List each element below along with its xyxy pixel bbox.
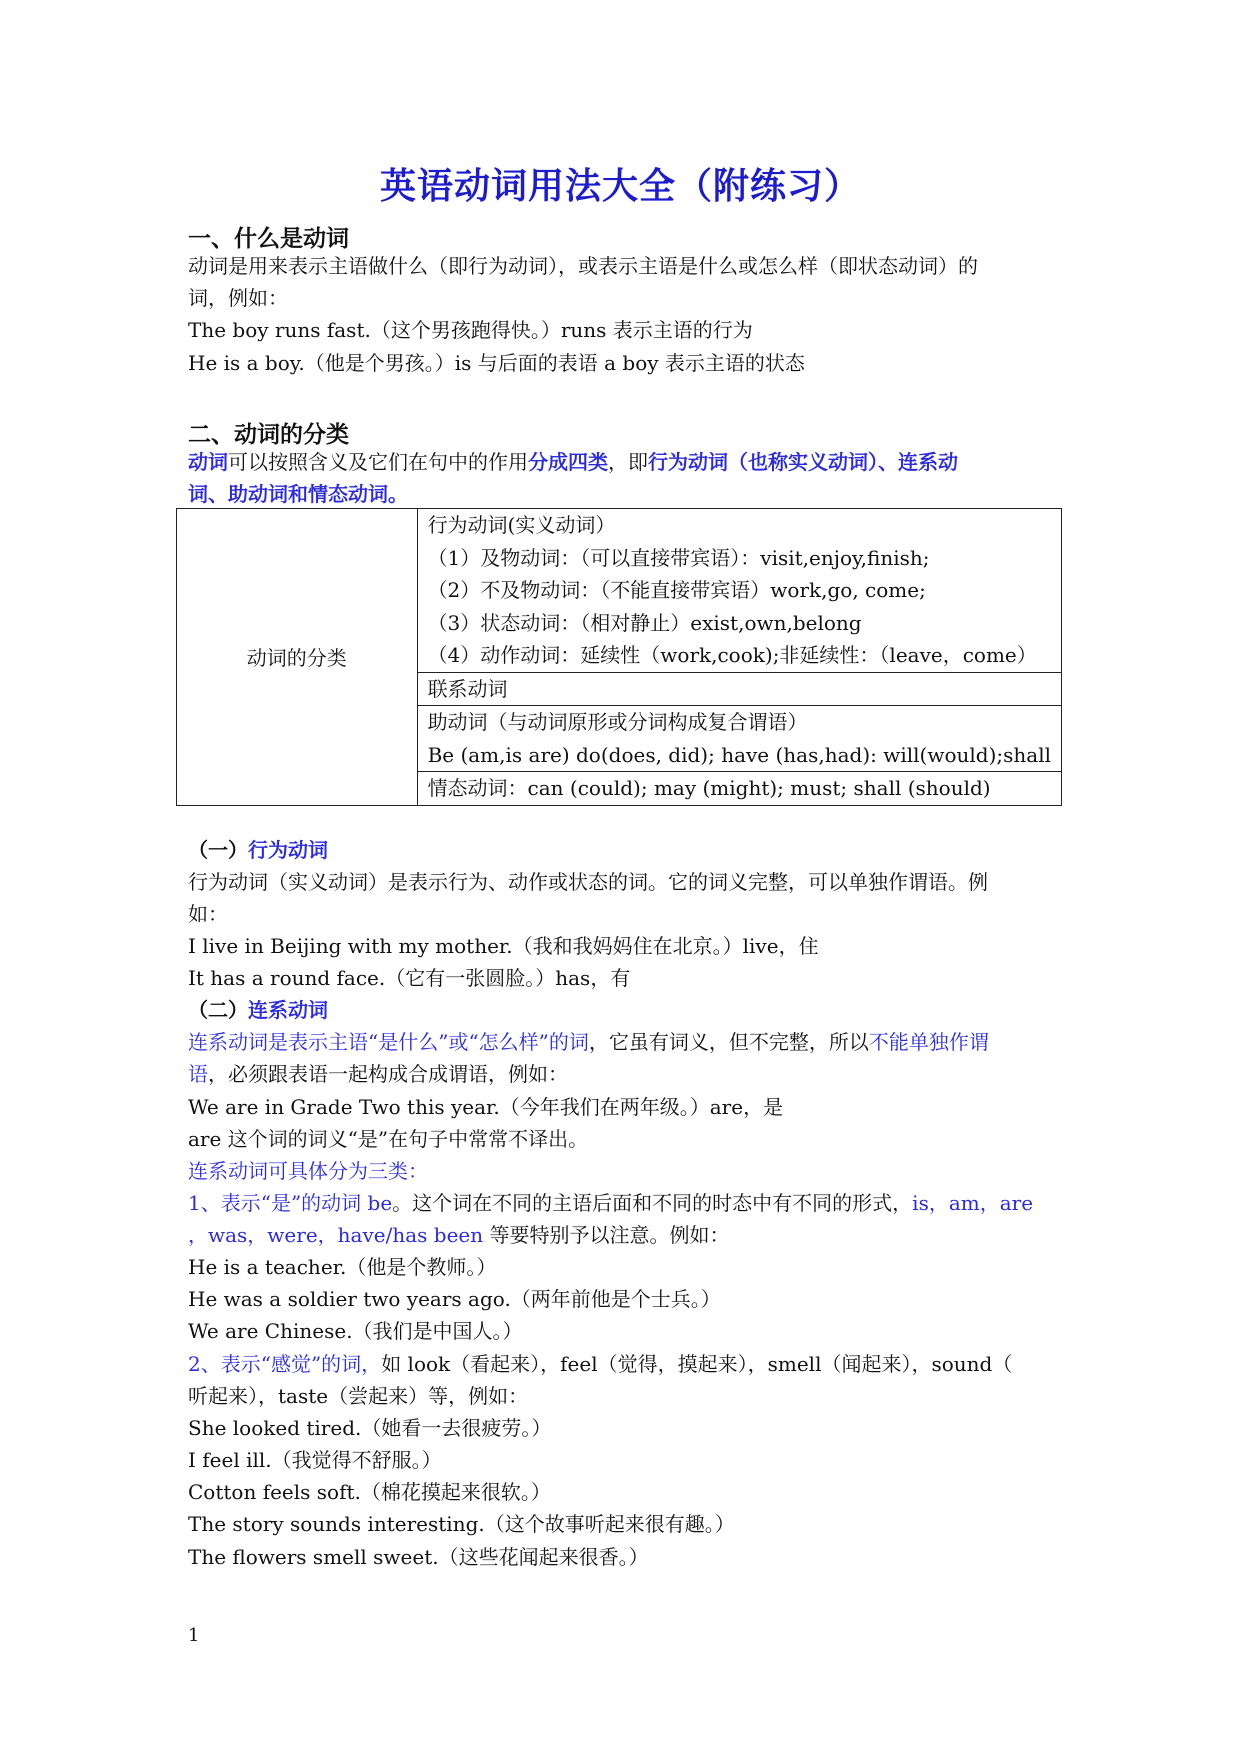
highlight-text: 2、表示“感觉”的词， [188,1352,382,1376]
example-line: He is a boy.（他是个男孩。）is 与后面的表语 a boy 表示主语的状态 [188,351,805,375]
type-2-line-2: 听起来），taste（尝起来）等，例如： [188,1384,529,1408]
example-line: She looked tired.（她看一去很疲劳。） [188,1416,552,1440]
highlight-text: 不能单独作谓 [868,1030,989,1054]
highlight-text: ，was，were，have/has been [188,1223,484,1247]
type-1-line [188,1191,1033,1215]
verb-classification-table [176,508,1062,806]
table-cell-linking-verbs [417,672,1061,706]
types-intro-line: 连系动词可具体分为三类： [188,1159,428,1183]
highlight-text: 1、表示“是”的动词 be [188,1191,393,1215]
plain-text: ，它虽有词义，但不完整，所以 [588,1030,869,1054]
classification-intro-line-2: 词、助动词和情态动词。 [188,482,408,506]
subsection-title: 连系动词 [248,998,328,1022]
table-cell-item: （2）不及物动词：（不能直接带宾语）work,go, come; [427,578,926,602]
example-line: It has a round face.（它有一张圆脸。）has，有 [188,966,631,990]
table-left-label: 动词的分类 [177,509,418,806]
example-line: The story sounds interesting.（这个故事听起来很有趣。） [188,1512,735,1536]
intro-highlight: 分成四类 [528,450,608,474]
intro-text: ，即 [608,450,648,474]
document-title: 英语动词用法大全（附练习） [379,165,861,207]
example-line: The flowers smell sweet.（这些花闻起来很香。） [188,1545,649,1569]
subsection-title: 行为动词 [248,838,328,862]
example-line: He is a teacher.（他是个教师。） [188,1255,497,1279]
table-cell-action-verbs [417,509,1061,673]
paragraph-line [188,1062,568,1086]
example-line: We are Chinese.（我们是中国人。） [188,1319,523,1343]
paragraph-line: 行为动词（实义动词）是表示行为、动作或状态的词。它的词义完整，可以单独作谓语。例 [188,870,988,894]
subsection-number: （二） [188,998,248,1022]
example-line: I feel ill.（我觉得不舒服。） [188,1448,442,1472]
type-2-line [188,1352,1012,1376]
intro-term: 动词 [188,450,228,474]
table-cell-item: （3）状态动词：（相对静止）exist,own,belong [427,610,862,635]
example-line: He was a soldier two years ago.（两年前他是个士兵。） [188,1287,721,1311]
paragraph-line: 动词是用来表示主语做什么（即行为动词），或表示主语是什么或怎么样（即状态动词）的 [188,254,978,278]
intro-highlight: 行为动词（也称实义动词）、连系动 [648,450,958,474]
example-line: are 这个词的词义“是”在句子中常常不译出。 [188,1127,589,1151]
page-number: 1 [188,1625,200,1646]
plain-text: 。这个词在不同的主语后面和不同的时态中有不同的形式， [392,1191,913,1215]
paragraph-line [188,1030,989,1054]
plain-text: ，必须跟表语一起构成合成谓语，例如： [208,1062,568,1086]
highlight-text: 语 [188,1062,208,1086]
example-line: The boy runs fast.（这个男孩跑得快。）runs 表示主语的行为 [188,318,753,342]
table-cell-title: 助动词（与动词原形或分词构成复合谓语） [427,710,808,734]
example-line: Cotton feels soft.（棉花摸起来很软。） [188,1480,551,1504]
section-heading-verb-classification: 二、动词的分类 [188,422,349,448]
table-cell-item: Be (am,is are) do(does, did); have (has,had): will(would);shall [427,742,1051,767]
highlight-text: 连系动词是表示主语“是什么”或“怎么样”的词 [188,1030,589,1054]
subsection-heading-action-verbs [188,838,328,862]
table-cell-title: 联系动词 [427,676,508,701]
plain-text: 如 look（看起来），feel（觉得，摸起来），smell（闻起来），sound（ [381,1352,1013,1376]
subsection-number: （一） [188,838,248,862]
table-cell-item: （1）及物动词：（可以直接带宾语）：visit,enjoy,finish; [427,545,930,570]
highlight-text: is，am，are [912,1191,1034,1215]
table-cell-title: 情态动词：can (could); may (might); must; shall (should) [427,776,991,800]
table-cell-auxiliary-verbs [417,706,1061,772]
type-1-line-2 [188,1223,729,1247]
classification-intro-line [188,450,958,474]
table-cell-item: （4）动作动词：延续性（work,cook);非延续性：（leave，come） [427,643,1037,667]
example-line: We are in Grade Two this year.（今年我们在两年级。）are，是 [188,1095,784,1119]
subsection-heading-linking-verbs [188,998,328,1022]
example-line: I live in Beijing with my mother.（我和我妈妈住在北京。）live，住 [188,934,819,958]
paragraph-line: 词，例如： [188,286,288,310]
table-cell-title: 行为动词(实义动词） [427,513,616,537]
intro-text: 可以按照含义及它们在句中的作用 [228,450,528,474]
plain-text: 等要特别予以注意。例如： [483,1223,730,1247]
section-heading-what-is-verb: 一、什么是动词 [188,226,349,252]
paragraph-line: 如： [188,902,228,926]
table-cell-modal-verbs [417,772,1061,806]
